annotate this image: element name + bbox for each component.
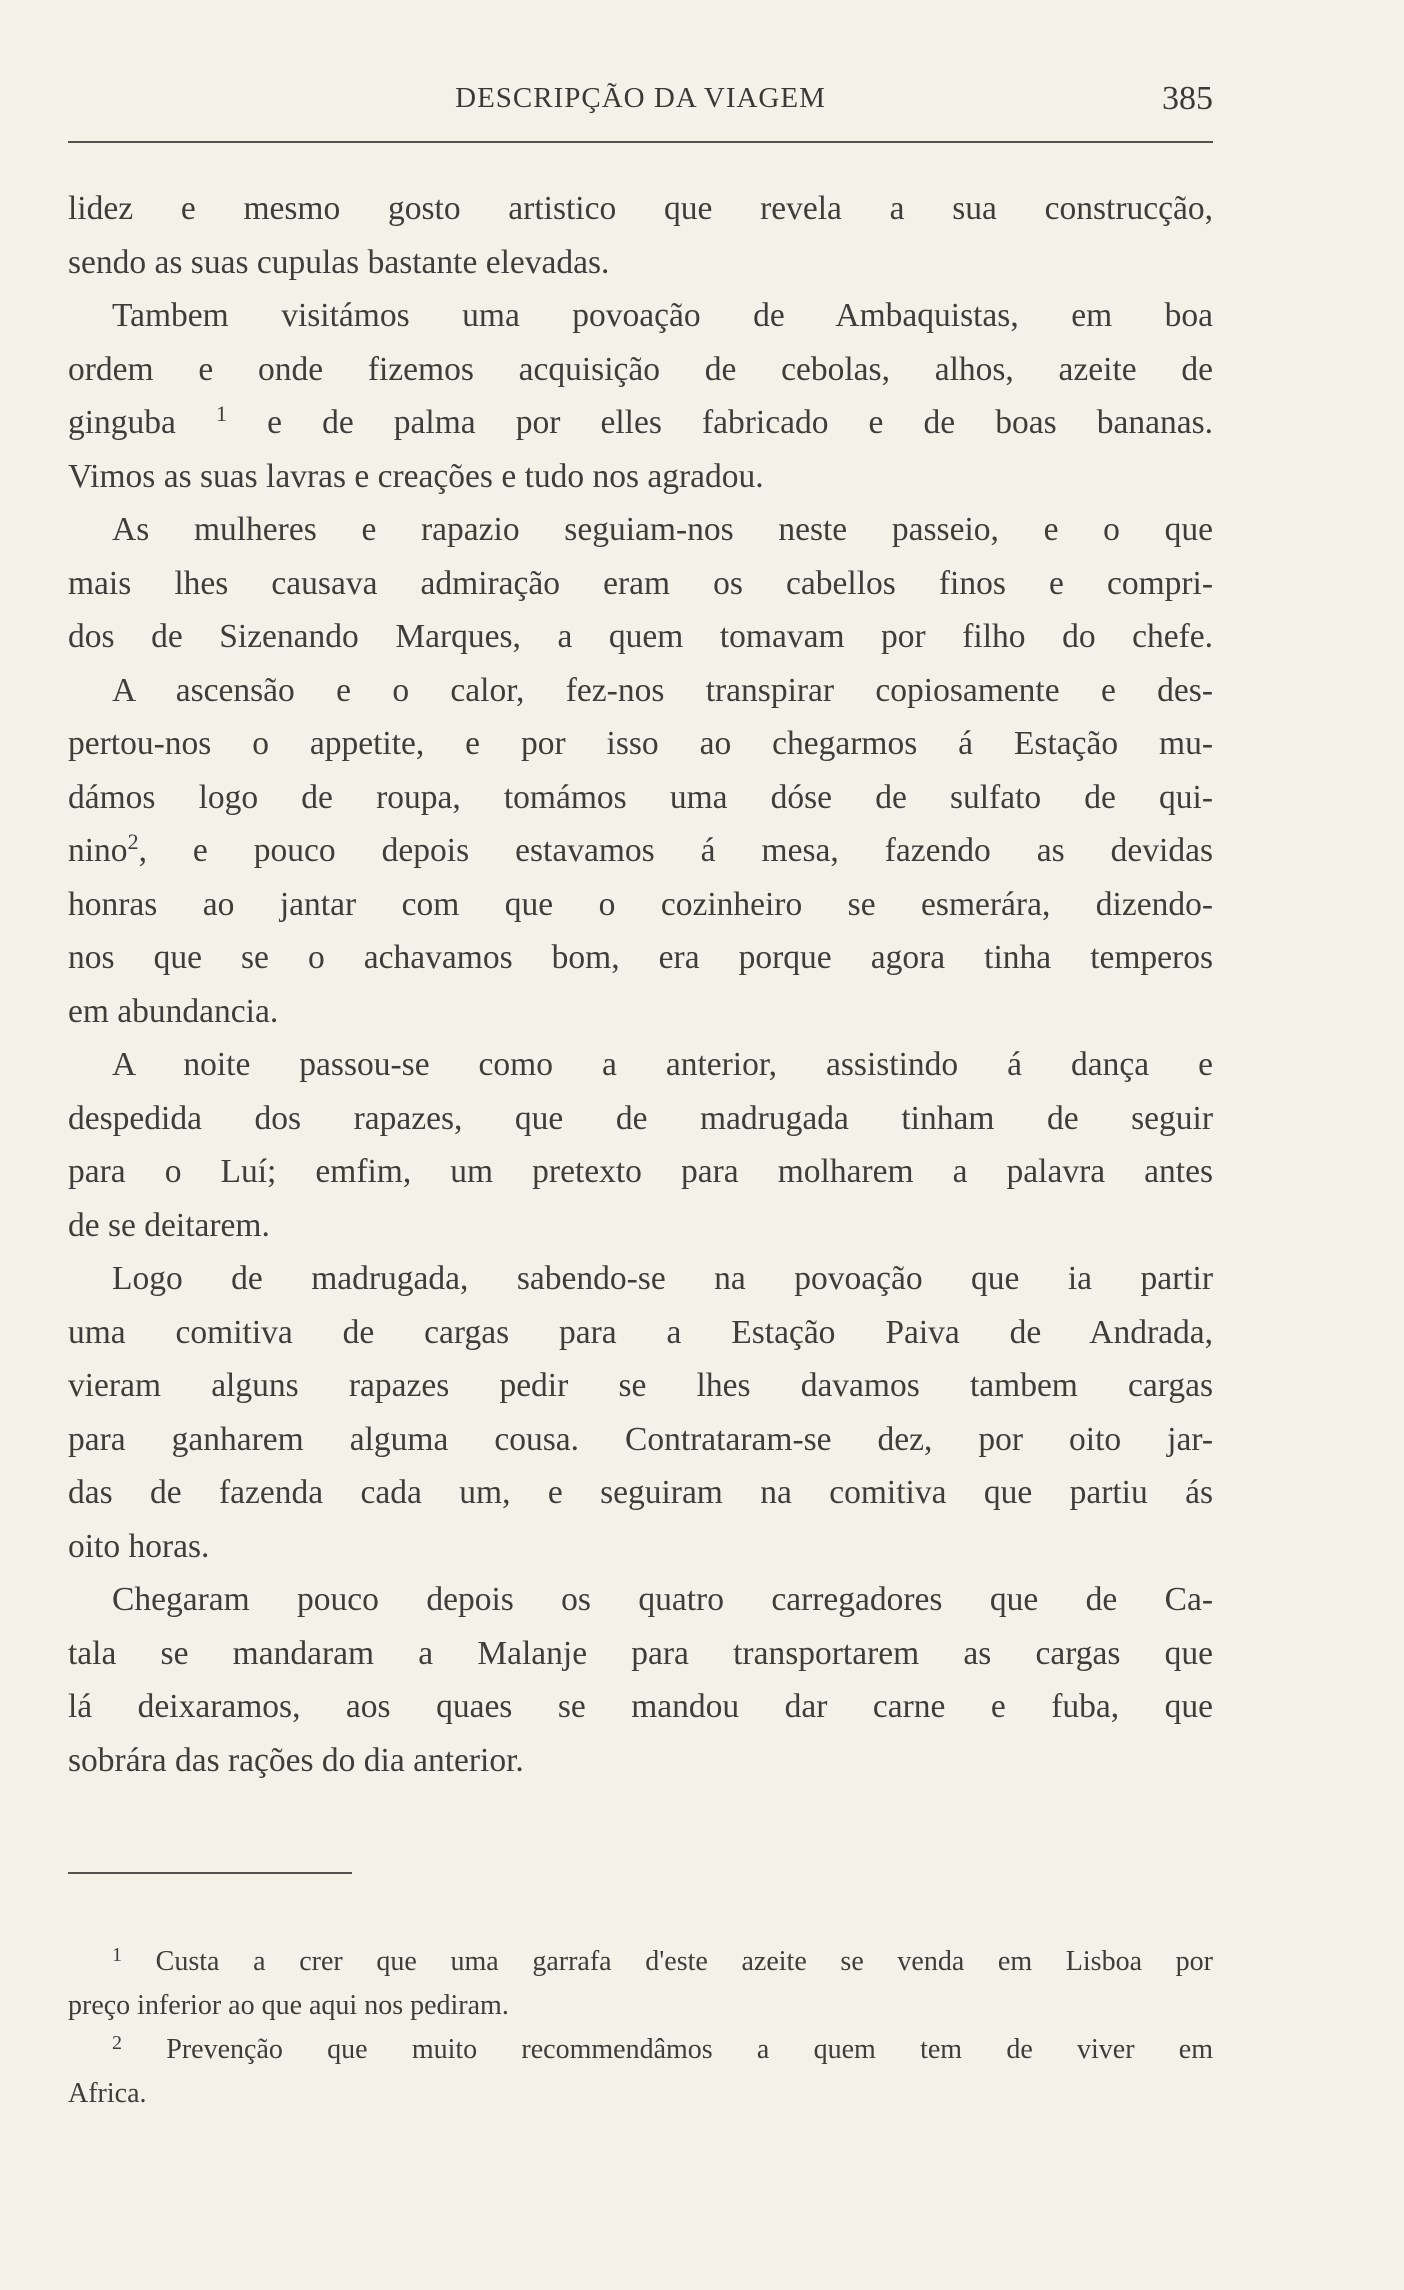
text-line: A noite passou-se como a anterior, assistindo á dança e bbox=[112, 1046, 1213, 1083]
footnote-ref-2: 2 bbox=[127, 829, 139, 854]
footnote-marker: 2 bbox=[112, 2032, 122, 2054]
text-line: dos de Sizenando Marques, a quem tomavam por filho do chefe. bbox=[68, 618, 1213, 655]
footnote-2-continued: Africa. bbox=[68, 2078, 147, 2109]
text-line: nos que se o achavamos bom, era porque agora tinha temperos bbox=[68, 939, 1213, 976]
text-line: Chegaram pouco depois os quatro carregadores que de Ca- bbox=[112, 1581, 1213, 1618]
text-line: Vimos as suas lavras e creações e tudo nos agradou. bbox=[68, 457, 764, 495]
text-line: Logo de madrugada, sabendo-se na povoação que ia partir bbox=[112, 1260, 1213, 1297]
text-line: ordem e onde fizemos acquisição de cebolas, alhos, azeite de bbox=[68, 350, 1213, 388]
footnote-2 bbox=[68, 2028, 1213, 2072]
book-page bbox=[68, 0, 1213, 2290]
text-line bbox=[68, 824, 1213, 878]
text-line bbox=[68, 396, 1213, 450]
text-fragment: e de palma por elles fabricado e de boas bananas. bbox=[267, 404, 1213, 441]
footnote-text: Prevenção que muito recommendâmos a quem tem de viver em bbox=[166, 2034, 1214, 2065]
footnote-rule bbox=[68, 1872, 352, 1874]
text-line: para o Luí; emfim, um pretexto para molharem a palavra antes bbox=[68, 1153, 1213, 1190]
page-number: 385 bbox=[1162, 80, 1213, 117]
text-line: lidez e mesmo gosto artistico que revela a sua construcção, bbox=[68, 190, 1213, 227]
text-line: Tambem visitámos uma povoação de Ambaquistas, em boa bbox=[112, 297, 1213, 334]
running-head bbox=[68, 80, 1213, 124]
footnote-text: Custa a crer que uma garrafa d'este azeite se venda em Lisboa por bbox=[155, 1946, 1213, 1977]
footnote-marker: 1 bbox=[112, 1944, 122, 1966]
footnotes bbox=[68, 1940, 1213, 2116]
text-line: A ascensão e o calor, fez-nos transpirar copiosamente e des- bbox=[112, 671, 1213, 709]
text-line: mais lhes causava admiração eram os cabellos finos e compri- bbox=[68, 564, 1213, 602]
text-fragment: ginguba bbox=[68, 404, 176, 441]
text-line: de se deitarem. bbox=[68, 1206, 270, 1244]
running-title: DESCRIPÇÃO DA VIAGEM bbox=[455, 82, 826, 114]
text-line: tala se mandaram a Malanje para transportarem as cargas que bbox=[68, 1634, 1213, 1672]
text-line: em abundancia. bbox=[68, 992, 279, 1030]
text-line: lá deixaramos, aos quaes se mandou dar carne e fuba, que bbox=[68, 1688, 1213, 1725]
text-line: despedida dos rapazes, que de madrugada tinham de seguir bbox=[68, 1099, 1213, 1137]
text-line: sendo as suas cupulas bastante elevadas. bbox=[68, 243, 610, 281]
text-line: uma comitiva de cargas para a Estação Paiva de Andrada, bbox=[68, 1313, 1213, 1351]
text-line: As mulheres e rapazio seguiam-nos neste passeio, e o que bbox=[112, 511, 1213, 548]
text-line: dámos logo de roupa, tomámos uma dóse de sulfato de qui- bbox=[68, 778, 1213, 816]
footnote-ref-1: 1 bbox=[216, 401, 228, 426]
text-fragment: nino bbox=[68, 832, 128, 869]
text-fragment: , e pouco depois estavamos á mesa, fazendo as devidas bbox=[138, 832, 1213, 869]
text-line: honras ao jantar com que o cozinheiro se esmerára, dizendo- bbox=[68, 885, 1213, 923]
text-line: das de fazenda cada um, e seguiram na comitiva que partiu ás bbox=[68, 1474, 1213, 1511]
text-line: para ganharem alguma cousa. Contrataram-se dez, por oito jar- bbox=[68, 1420, 1213, 1458]
text-line: sobrára das rações do dia anterior. bbox=[68, 1741, 524, 1779]
body-text bbox=[68, 182, 1213, 1787]
footnote-1-continued: preço inferior ao que aqui nos pediram. bbox=[68, 1990, 509, 2021]
text-line: vieram alguns rapazes pedir se lhes davamos tambem cargas bbox=[68, 1367, 1213, 1404]
footnote-1 bbox=[68, 1940, 1213, 1984]
header-rule bbox=[68, 141, 1213, 143]
text-line: pertou-nos o appetite, e por isso ao chegarmos á Estação mu- bbox=[68, 725, 1213, 762]
text-line: oito horas. bbox=[68, 1527, 210, 1565]
